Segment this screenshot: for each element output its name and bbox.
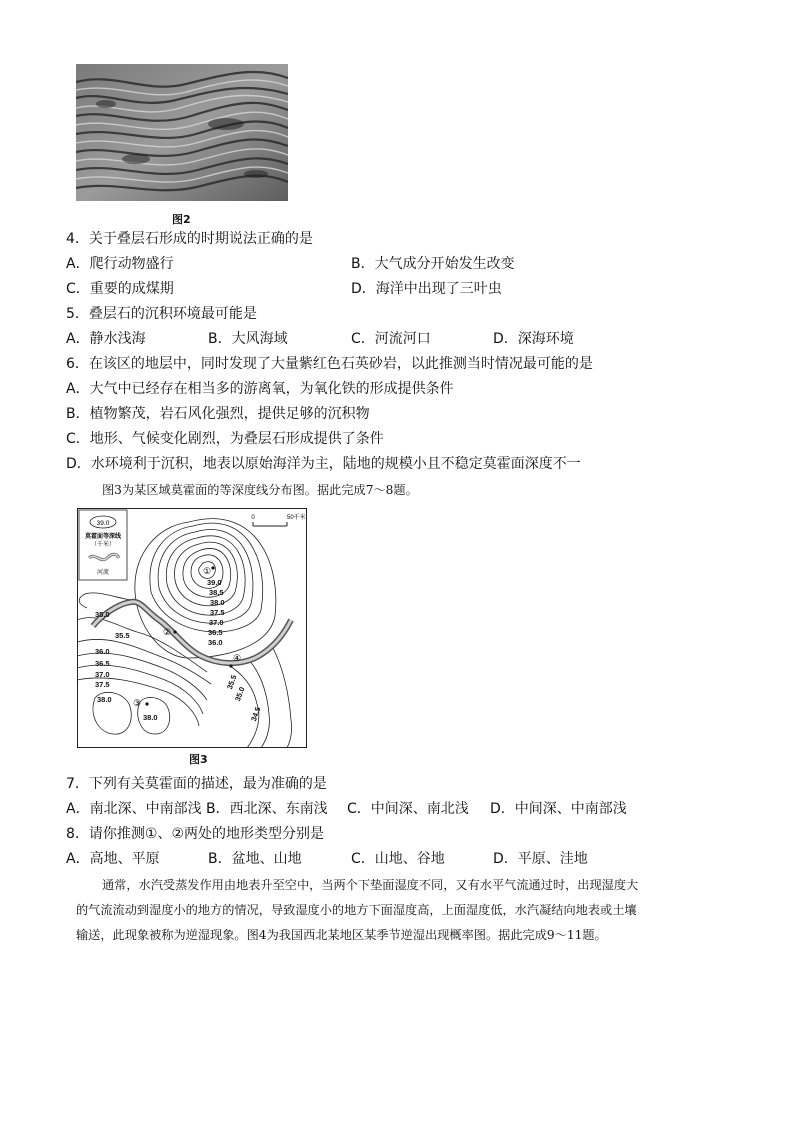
question-4-stem: 4．关于叠层石形成的时期说法正确的是: [66, 231, 313, 247]
legend-unit: （千米）: [90, 542, 116, 548]
q8-option-d: D．平原、洼地: [493, 851, 588, 867]
q7-option-a: A．南北深、中南部浅: [66, 801, 202, 817]
contour-label: 37.0: [209, 618, 224, 627]
figure-3-caption: 图3: [189, 753, 208, 766]
contour-label: 38.5: [209, 588, 224, 597]
intro-9-11-line-1: 通常，水汽受蒸发作用由地表升至空中，当两个下垫面湿度不同，又有水平气流通过时，出现湿度大: [102, 878, 639, 892]
marker-dot-3: [145, 702, 148, 705]
q6-option-b: B．植物繁茂，岩石风化强烈，提供足够的沉积物: [66, 406, 370, 422]
q7-option-d: D．中间深、中南部浅: [490, 801, 627, 817]
marker-3: ③: [133, 698, 142, 708]
question-8-stem: 8．请你推测①、②两处的地形类型分别是: [66, 826, 325, 842]
q8-option-a: A．高地、平原: [66, 851, 160, 867]
contour-label: 35.5: [225, 673, 239, 691]
question-5-stem: 5．叠层石的沉积环境最可能是: [66, 306, 257, 322]
marker-1: ①: [203, 566, 212, 576]
q5-option-a: A．静水浅海: [66, 331, 146, 347]
q6-option-a: A．大气中已经存在相当多的游离氧，为氧化铁的形成提供条件: [66, 381, 454, 397]
contour-label: 38.0: [97, 695, 112, 704]
contour-label: 36.0: [208, 638, 223, 647]
intro-7-8: 图3为某区域莫霍面的等深度线分布图。据此完成7～8题。: [102, 483, 418, 497]
marker-dot-4: [229, 664, 232, 667]
intro-9-11-line-2: 的气流流动到湿度小的地方的情况，导致湿度小的地方下面湿度高，上面湿度低，水汽凝结向地表或土壤: [76, 903, 637, 917]
q5-option-d: D．深海环境: [493, 331, 574, 347]
legend-title: 莫霍面等深线: [84, 534, 122, 540]
q4-option-b: B．大气成分开始发生改变: [351, 256, 515, 272]
contour-label: 37.0: [95, 670, 110, 679]
contour-label: 36.5: [95, 659, 110, 668]
marker-dot-2: [173, 630, 176, 633]
contour-label: 35.0: [95, 610, 110, 619]
marker-2: ②: [163, 627, 172, 637]
q5-option-b: B．大风海域: [208, 331, 288, 347]
q4-option-a: A．爬行动物盛行: [66, 256, 174, 272]
marker-dot-1: [211, 566, 214, 569]
q7-option-c: C．中间深、南北浅: [347, 801, 469, 817]
q6-option-c: C．地形、气候变化剧烈，为叠层石形成提供了条件: [66, 431, 384, 447]
legend-river-label: 河流: [96, 570, 110, 576]
contour-label: 36.5: [208, 628, 223, 637]
contour-label: 38.0: [210, 598, 225, 607]
question-6-stem: 6．在该区的地层中，同时发现了大量紫红色石英砂岩，以此推测当时情况最可能的是: [66, 356, 593, 372]
q8-option-b: B．盆地、山地: [208, 851, 302, 867]
q4-option-d: D．海洋中出现了三叶虫: [351, 281, 502, 297]
contour-label: 39.0: [207, 578, 222, 587]
contour-label: 37.5: [210, 608, 225, 617]
figure-2-caption: 图2: [172, 213, 191, 226]
contour-label: 36.0: [95, 647, 110, 656]
question-7-stem: 7．下列有关莫霍面的描述，最为准确的是: [66, 776, 327, 792]
stromatolite-photo: [76, 64, 288, 201]
contour-label: 35.5: [115, 631, 130, 640]
q6-option-d: D．水环境利于沉积，地表以原始海洋为主，陆地的规模小且不稳定莫霍面深度不一: [66, 456, 581, 472]
contour-label: 34.5: [249, 705, 263, 723]
contour-label: 38.0: [143, 713, 158, 722]
moho-contour-map: [77, 508, 307, 748]
q4-option-c: C．重要的成煤期: [66, 281, 174, 297]
legend-sample-value: 39.0: [96, 520, 110, 527]
contour-label: 35.0: [233, 685, 247, 703]
q5-option-c: C．河流河口: [351, 331, 431, 347]
intro-9-11-line-3: 输送，此现象被称为逆湿现象。图4为我国西北某地区某季节逆湿出现概率图。据此完成9～11题。: [76, 928, 607, 942]
marker-4: ④: [233, 653, 242, 663]
scale-zero: 0: [251, 515, 255, 521]
scale-label: 50千米: [287, 515, 306, 521]
q8-option-c: C．山地、谷地: [351, 851, 445, 867]
contour-label: 37.5: [95, 680, 110, 689]
q7-option-b: B．西北深、东南浅: [206, 801, 328, 817]
